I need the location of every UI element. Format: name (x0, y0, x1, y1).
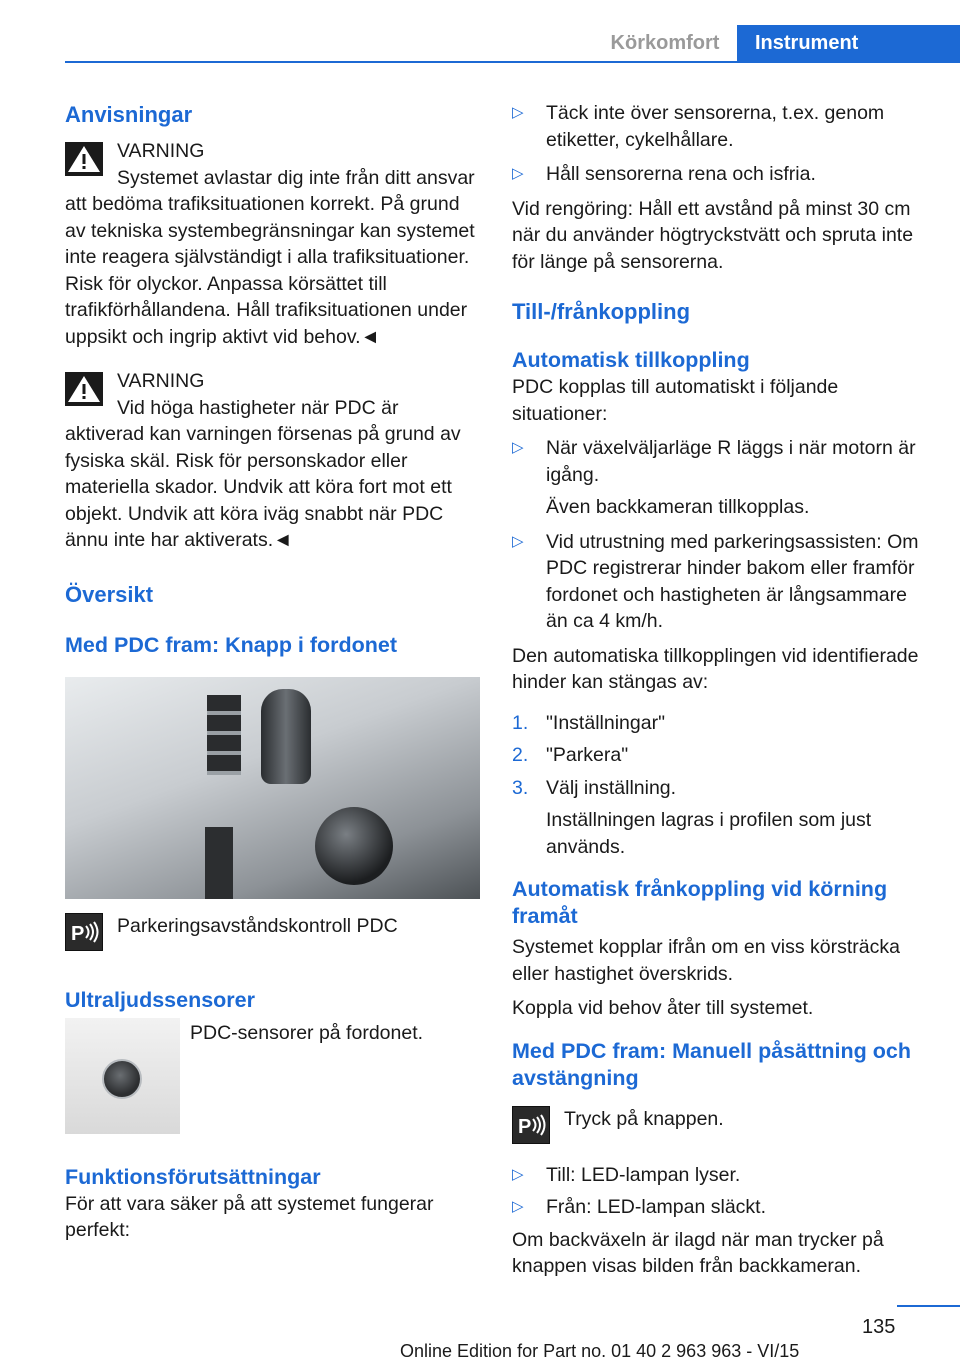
triangle-bullet-icon: ▷ (512, 439, 524, 456)
edition-text: Online Edition for Part no. 01 40 2 963 963 - VI/15 (400, 1341, 800, 1361)
list-item: ▷ Täck inte över sensorerna, t.ex. genom etiketter, cykelhållare. (512, 102, 885, 151)
auto-fran-text: Systemet kopplar ifrån om en viss körsträcka eller hastighet överskrids. (512, 936, 900, 985)
warning-block-2 (65, 368, 480, 554)
sensor-photo (65, 1018, 180, 1134)
triangle-bullet-icon: ▷ (512, 532, 524, 550)
backvaxel-text: Om backväxeln är ilagd när man trycker på knappen visas bilden från backkameran. (512, 1228, 884, 1277)
list-item: ▷ Vid utrustning med parkeringsassisten: Om PDC registrerar hinder bakom eller framför fordonet och hastigheten är långsammare än ca 4 km/h. (512, 530, 919, 632)
warning-label: VARNING (117, 140, 205, 162)
warning-label: VARNING (117, 370, 205, 392)
pdc-caption-row (65, 913, 480, 953)
cleaning-text: Vid rengöring: Håll ett avstånd på minst 30 cm när du använder högtryckstvätt och spruta inte för länge på sensorerna. (512, 197, 914, 273)
heading-pdc-fram: Med PDC fram: Knapp i fordonet (65, 632, 398, 657)
list-item: ▷ Håll sensorerna rena och isfria. (512, 161, 927, 188)
list-item: ▷ Till: LED-lampan lyser. (512, 1162, 927, 1189)
list-item: ▷ När växelväljarläge R läggs i när motorn är igång. Även backkameran tillkopplas. (512, 437, 916, 518)
auto-till-list (512, 435, 927, 635)
triangle-bullet-icon: ▷ (512, 104, 524, 121)
steps-list (512, 710, 927, 861)
tab-korkomfort[interactable]: Körkomfort (610, 32, 720, 54)
warning-text-2: Vid höga hastigheter när PDC är aktiverad kan varningen försenas på grund av fysiska skäl. Risk för personskador eller materiella skador. Undvik att köra fort mot ett objekt. Undvik att köra iväg snabbt när PDC ännu inte har aktiverats.◄ (65, 396, 461, 551)
heading-manuell: Med PDC fram: Manuell påsättning och avstängning (512, 1038, 911, 1090)
heading-auto-till: Automatisk tillkoppling (512, 348, 750, 372)
funktion-text: För att vara säker på att systemet fungerar perfekt: (65, 1192, 434, 1241)
center-console-photo (65, 677, 480, 899)
sensor-text: PDC-sensorer på fordonet. (190, 1021, 424, 1044)
auto-disable-text: Den automatiska tillkopplingen vid identifierade hinder kan stängas av: (512, 644, 919, 693)
triangle-bullet-icon: ▷ (512, 1198, 524, 1215)
heading-anvisningar: Anvisningar (65, 102, 193, 127)
heading-auto-fran: Automatisk frånkoppling vid körning framåt (512, 877, 888, 928)
tryck-text: Tryck på knappen. (564, 1107, 724, 1130)
pdc-button-icon (65, 913, 103, 951)
warning-block-1 (65, 138, 480, 350)
triangle-bullet-icon: ▷ (512, 1165, 524, 1183)
auto-till-text: PDC kopplas till automatiskt i följande situationer: (512, 376, 839, 425)
sensor-care-list (512, 100, 927, 188)
led-list (512, 1162, 927, 1221)
heading-funktion: Funktionsförutsättningar (65, 1164, 321, 1189)
tab-instrument[interactable]: Instrument (737, 25, 960, 61)
triangle-bullet-icon: ▷ (512, 165, 524, 182)
pdc-caption: Parkeringsavståndskontroll PDC (117, 914, 398, 937)
header-rule (65, 61, 960, 63)
list-item: 1. "Inställningar" (512, 711, 665, 734)
right-column (512, 100, 927, 1280)
svg-text:P: P (518, 1115, 532, 1138)
pdc-button-icon (512, 1106, 550, 1144)
warning-triangle-icon (65, 142, 103, 176)
parking-brake (205, 827, 233, 899)
koppla-text: Koppla vid behov åter till systemet. (512, 997, 814, 1019)
page-number: 135 (862, 1316, 896, 1338)
list-item: ▷ Från: LED-lampan släckt. (512, 1194, 927, 1221)
warning-text-1: Systemet avlastar dig inte från ditt ansvar att bedöma trafiksituationen korrekt. På grund av tekniska systembegränsningar kan systemet inte reagera självständigt i alla trafiksituationer. Risk för olyckor. Anpassa körsättet till trafikförhållandena. Håll trafiksituationen under uppsikt och ingrip aktivt vid behov.◄ (65, 166, 475, 348)
gear-selector (261, 689, 311, 784)
warning-triangle-icon (65, 372, 103, 406)
heading-till-fran: Till-/frånkoppling (512, 299, 691, 324)
footer-rule (897, 1305, 960, 1307)
controller-knob (315, 807, 393, 885)
sensor-icon (102, 1059, 142, 1099)
heading-ultraljud: Ultraljudssensorer (65, 987, 255, 1012)
list-item: 3. Välj inställning. Inställningen lagras i profilen som just används. (512, 776, 872, 858)
tryck-row (512, 1106, 927, 1148)
list-item: 2. "Parkera" (512, 744, 629, 766)
sensor-block (65, 1018, 480, 1134)
svg-text:P: P (71, 922, 85, 945)
left-column (65, 100, 480, 1244)
button-panel (207, 695, 241, 775)
heading-oversikt: Översikt (65, 581, 154, 607)
